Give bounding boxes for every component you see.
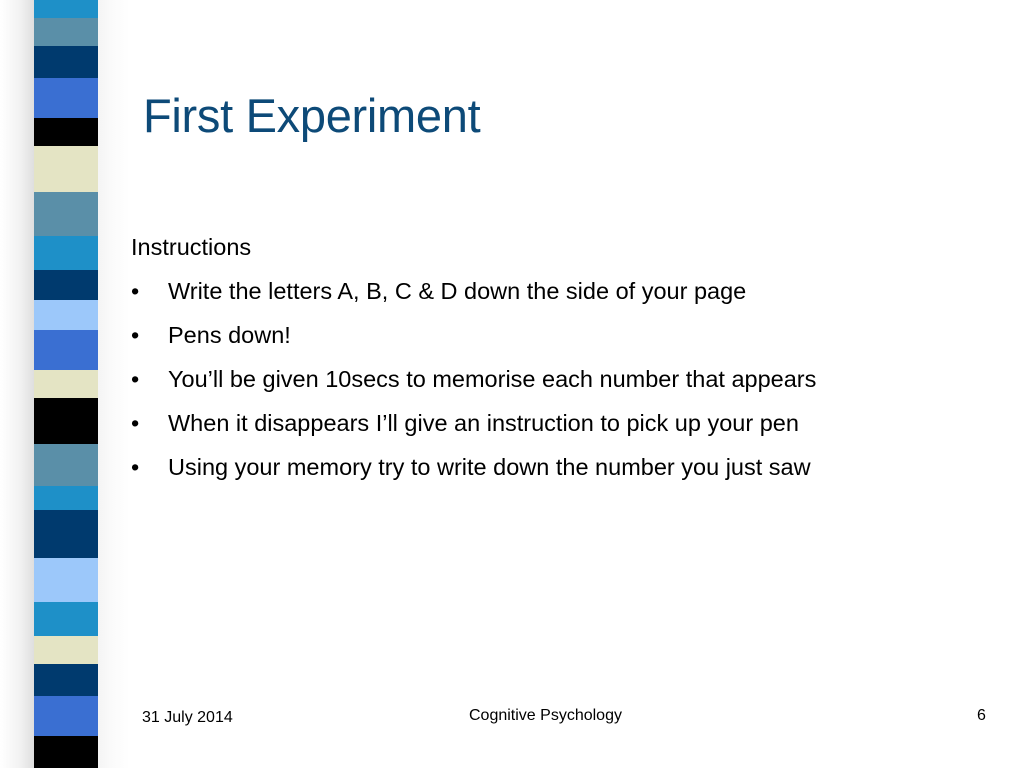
bullet-marker: • [131,410,140,436]
strip-block [34,486,98,510]
strip-block [34,736,98,768]
list-item [131,364,1011,394]
strip-block [34,636,98,664]
bullet-marker: • [131,322,140,348]
list-item [131,276,1011,306]
strip-block [34,696,98,736]
bullet-text: You’ll be given 10secs to memorise each number that appears [168,366,817,392]
strip-block [34,330,98,370]
strip-block [34,270,98,300]
slide-body [131,232,1011,496]
strip-block [34,192,98,236]
list-item [131,320,1011,350]
strip-block [34,46,98,78]
slide-number: 6 [977,707,986,724]
strip-block [34,602,98,636]
decorative-side-strip [34,0,98,768]
strip-block [34,78,98,118]
list-item [131,408,1011,438]
strip-block [34,236,98,270]
instructions-heading: Instructions [131,234,252,260]
footer-title: Cognitive Psychology [469,707,622,724]
footer-date: 31 July 2014 [142,709,233,726]
bullet-text: Write the letters A, B, C & D down the side of your page [168,278,747,304]
strip-block [34,558,98,602]
strip-block [34,118,98,146]
list-item [131,452,1011,482]
strip-block [34,0,98,18]
strip-block [34,146,98,192]
strip-block [34,444,98,486]
strip-block [34,510,98,558]
bullet-text: Using your memory try to write down the number you just saw [168,454,811,480]
strip-block [34,398,98,444]
slide-title: First Experiment [143,89,481,142]
bullet-text: Pens down! [168,322,291,348]
strip-block [34,370,98,398]
strip-block [34,300,98,330]
bullet-marker: • [131,454,140,480]
strip-block [34,18,98,46]
bullet-text: When it disappears I’ll give an instruction to pick up your pen [168,410,799,436]
bullet-marker: • [131,366,140,392]
strip-block [34,664,98,696]
bullet-marker: • [131,278,140,304]
bullet-list [131,276,1011,482]
